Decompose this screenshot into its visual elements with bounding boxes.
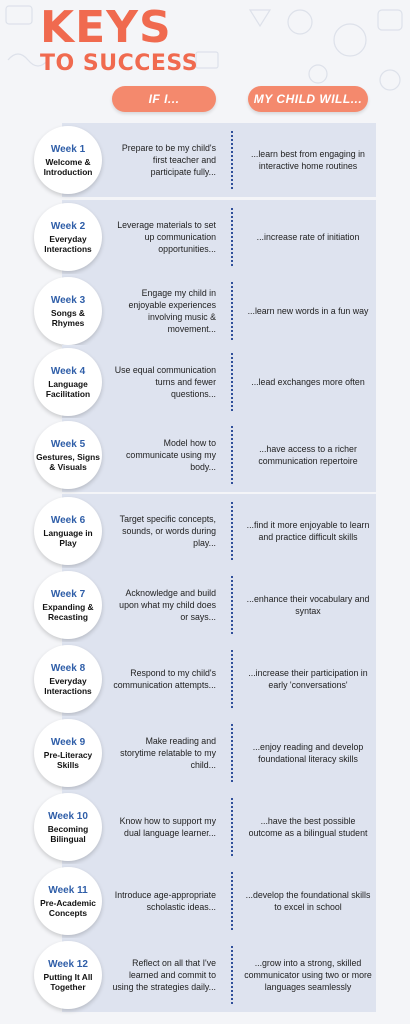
dotted-divider (231, 724, 233, 782)
week-topic: Songs & Rhymes (51, 307, 85, 328)
child-outcome: ...learn new words in a fun way (247, 306, 369, 316)
child-outcome: ...enhance their vocabulary and syntax (246, 594, 370, 616)
week-topic: Expanding & Recasting (42, 601, 94, 622)
child-outcome: ...find it more enjoyable to learn and practice difficult skills (246, 520, 370, 542)
parent-action: Prepare to be my child's first teacher and participate fully... (121, 143, 216, 177)
week-badge (34, 645, 102, 713)
week-topic: Language in Play (43, 527, 93, 548)
parent-action: Model how to communicate using my body... (126, 438, 216, 472)
week-badge (34, 348, 102, 416)
week-row (0, 938, 410, 1012)
parent-action: Make reading and storytime relatable to my child... (120, 736, 216, 770)
week-badge (34, 203, 102, 271)
child-outcome: ...grow into a strong, skilled communicator using two or more languages seamlessly (244, 958, 372, 992)
title-line-2: TO SUCCESS (40, 51, 199, 76)
week-row (0, 494, 410, 568)
child-outcome: ...lead exchanges more often (251, 377, 365, 387)
week-topic: Everyday Interactions (44, 675, 92, 696)
week-number: Week 12 (48, 958, 88, 970)
week-number: Week 3 (50, 294, 86, 306)
week-topic: Pre-Literacy Skills (43, 749, 93, 770)
week-row (0, 123, 410, 197)
parent-action: Acknowledge and build upon what my child does or says... (119, 588, 216, 622)
dotted-divider (231, 131, 233, 189)
child-outcome: ...learn best from engaging in interactive home routines (251, 149, 365, 171)
week-number: Week 9 (50, 736, 86, 748)
child-outcome: ...have the best possible outcome as a bilingual student (248, 816, 368, 838)
parent-action: Know how to support my dual language learner... (119, 816, 216, 838)
header-my-child-will: MY CHILD WILL... (248, 86, 368, 112)
dotted-divider (231, 798, 233, 856)
header-if-i: IF I... (112, 86, 216, 112)
week-row (0, 790, 410, 864)
parent-action: Leverage materials to set up communication opportunities... (117, 220, 216, 254)
week-row (0, 864, 410, 938)
parent-action: Reflect on all that I've learned and commit to using the strategies daily... (112, 958, 216, 992)
week-topic: Welcome & Introduction (43, 156, 93, 177)
child-outcome: ...increase rate of initiation (256, 232, 360, 242)
week-topic: Putting It All Together (43, 971, 93, 992)
week-badge (34, 941, 102, 1009)
child-outcome: ...increase their participation in early 'conversations' (248, 668, 368, 690)
week-number: Week 8 (50, 662, 86, 674)
parent-action: Use equal communication turns and fewer questions... (114, 365, 216, 399)
week-topic: Pre-Academic Concepts (40, 897, 96, 918)
week-topic: Becoming Bilingual (47, 823, 89, 844)
dotted-divider (231, 426, 233, 484)
dotted-divider (231, 946, 233, 1004)
week-number: Week 2 (50, 220, 86, 232)
week-badge (34, 497, 102, 565)
week-row (0, 642, 410, 716)
dotted-divider (231, 208, 233, 266)
parent-action: Introduce age-appropriate scholastic ideas... (114, 890, 216, 912)
child-outcome: ...develop the foundational skills to excel in school (245, 890, 371, 912)
week-row (0, 345, 410, 419)
parent-action: Respond to my child's communication attempts... (113, 668, 216, 690)
week-number: Week 11 (48, 884, 88, 896)
parent-action: Engage my child in enjoyable experiences involving music & movement... (128, 288, 216, 334)
dotted-divider (231, 650, 233, 708)
week-badge (34, 867, 102, 935)
week-topic: Gestures, Signs & Visuals (36, 451, 100, 472)
week-number: Week 5 (50, 438, 86, 450)
week-topic: Language Facilitation (45, 378, 91, 399)
week-number: Week 7 (50, 588, 86, 600)
week-row (0, 418, 410, 492)
week-badge (34, 277, 102, 345)
parent-action: Target specific concepts, sounds, or words during play... (119, 514, 216, 548)
week-number: Week 10 (48, 810, 88, 822)
week-row (0, 200, 410, 274)
page-title (40, 2, 199, 76)
child-outcome: ...enjoy reading and develop foundational literacy skills (252, 742, 364, 764)
week-badge (34, 793, 102, 861)
dotted-divider (231, 576, 233, 634)
week-number: Week 6 (50, 514, 86, 526)
week-badge (34, 719, 102, 787)
dotted-divider (231, 353, 233, 411)
week-topic: Everyday Interactions (44, 233, 92, 254)
week-row (0, 716, 410, 790)
week-number: Week 1 (50, 143, 86, 155)
week-badge (34, 126, 102, 194)
dotted-divider (231, 872, 233, 930)
dotted-divider (231, 502, 233, 560)
week-badge (34, 571, 102, 639)
week-row (0, 274, 410, 348)
dotted-divider (231, 282, 233, 340)
child-outcome: ...have access to a richer communication repertoire (258, 444, 358, 466)
week-row (0, 568, 410, 642)
week-number: Week 4 (50, 365, 86, 377)
title-line-1: KEYS (40, 2, 172, 53)
week-badge (34, 421, 102, 489)
